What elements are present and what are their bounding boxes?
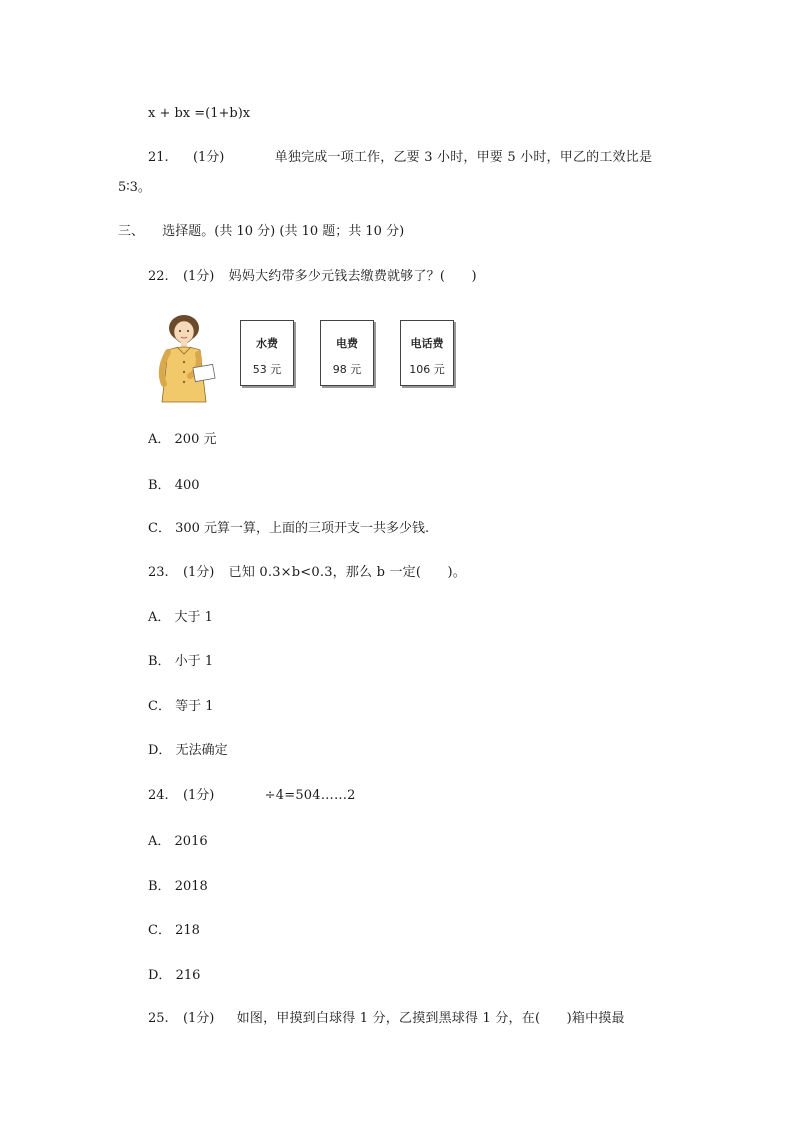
question-score: (1分) xyxy=(182,788,215,803)
formula-line xyxy=(148,104,250,124)
question-21-continued xyxy=(118,178,151,198)
option-letter: C． xyxy=(148,699,171,714)
option-letter: A． xyxy=(148,432,171,447)
option-c[interactable] xyxy=(148,519,429,539)
option-text: 400 xyxy=(174,478,200,493)
option-b[interactable] xyxy=(148,877,208,897)
question-text: 单独完成一项工作，乙要 3 小时，甲要 5 小时，甲乙的工效比是 xyxy=(274,150,653,165)
question-number: 21. xyxy=(148,150,169,165)
question-text: ÷4=504……2 xyxy=(264,788,356,803)
formula-text: x + bx =(1+b)x xyxy=(148,106,251,121)
option-text: 小于 1 xyxy=(174,654,214,669)
option-letter: D． xyxy=(148,743,172,758)
bill-phone xyxy=(400,320,454,386)
bill-amount: 53 元 xyxy=(252,363,282,376)
option-a[interactable] xyxy=(148,832,208,852)
option-a[interactable] xyxy=(148,608,213,628)
option-letter: B． xyxy=(148,654,171,669)
option-letter: A． xyxy=(148,610,171,625)
option-text: 218 xyxy=(175,923,200,938)
bill-label: 电话费 xyxy=(410,337,444,350)
option-b[interactable] xyxy=(148,476,200,496)
question-number: 24. xyxy=(148,788,169,803)
option-text: 300 元算一算，上面的三项开支一共多少钱. xyxy=(175,521,430,536)
option-a[interactable] xyxy=(148,430,216,450)
bill-illustration xyxy=(150,310,470,405)
option-text: 216 xyxy=(175,968,201,983)
question-text: 如图，甲摸到白球得 1 分，乙摸到黑球得 1 分，在( )箱中摸最 xyxy=(236,1011,625,1026)
option-text: 无法确定 xyxy=(175,743,228,758)
section-title: 选择题。(共 10 分) (共 10 题；共 10 分) xyxy=(162,224,405,239)
mother-figure-icon xyxy=(150,310,220,405)
question-23 xyxy=(148,563,466,583)
bill-amount: 98 元 xyxy=(332,363,362,376)
bill-label: 电费 xyxy=(336,337,358,350)
option-letter: B． xyxy=(148,478,171,493)
question-text-continued: 5∶3。 xyxy=(118,180,151,195)
option-text: 大于 1 xyxy=(174,610,213,625)
bill-electricity xyxy=(320,320,374,386)
question-21 xyxy=(148,148,652,168)
option-letter: C． xyxy=(148,923,171,938)
section-number: 三、 xyxy=(118,224,145,239)
question-25 xyxy=(148,1009,625,1029)
section-heading xyxy=(118,222,404,242)
option-text: 等于 1 xyxy=(175,699,214,714)
option-letter: C． xyxy=(148,521,171,536)
option-text: 2016 xyxy=(174,834,208,849)
question-number: 22. xyxy=(148,269,169,284)
bill-water xyxy=(240,320,294,386)
option-text: 200 元 xyxy=(174,432,217,447)
question-score: (1分) xyxy=(182,1011,215,1026)
option-d[interactable] xyxy=(148,966,200,986)
option-d[interactable] xyxy=(148,741,228,761)
question-number: 25. xyxy=(148,1011,169,1026)
bill-amount: 106 元 xyxy=(409,363,445,376)
option-letter: D． xyxy=(148,968,172,983)
question-score: (1分) xyxy=(192,150,225,165)
question-score: (1分) xyxy=(182,565,215,580)
option-letter: B． xyxy=(148,879,171,894)
option-c[interactable] xyxy=(148,921,200,941)
question-text: 妈妈大约带多少元钱去缴费就够了？( ) xyxy=(228,269,477,284)
question-24 xyxy=(148,786,356,806)
option-b[interactable] xyxy=(148,652,213,672)
option-text: 2018 xyxy=(174,879,208,894)
question-text: 已知 0.3×b<0.3，那么 b 一定( )。 xyxy=(228,565,466,580)
question-number: 23. xyxy=(148,565,169,580)
option-c[interactable] xyxy=(148,697,214,717)
question-22 xyxy=(148,267,477,287)
bill-label: 水费 xyxy=(256,337,278,350)
question-score: (1分) xyxy=(182,269,215,284)
option-letter: A． xyxy=(148,834,171,849)
